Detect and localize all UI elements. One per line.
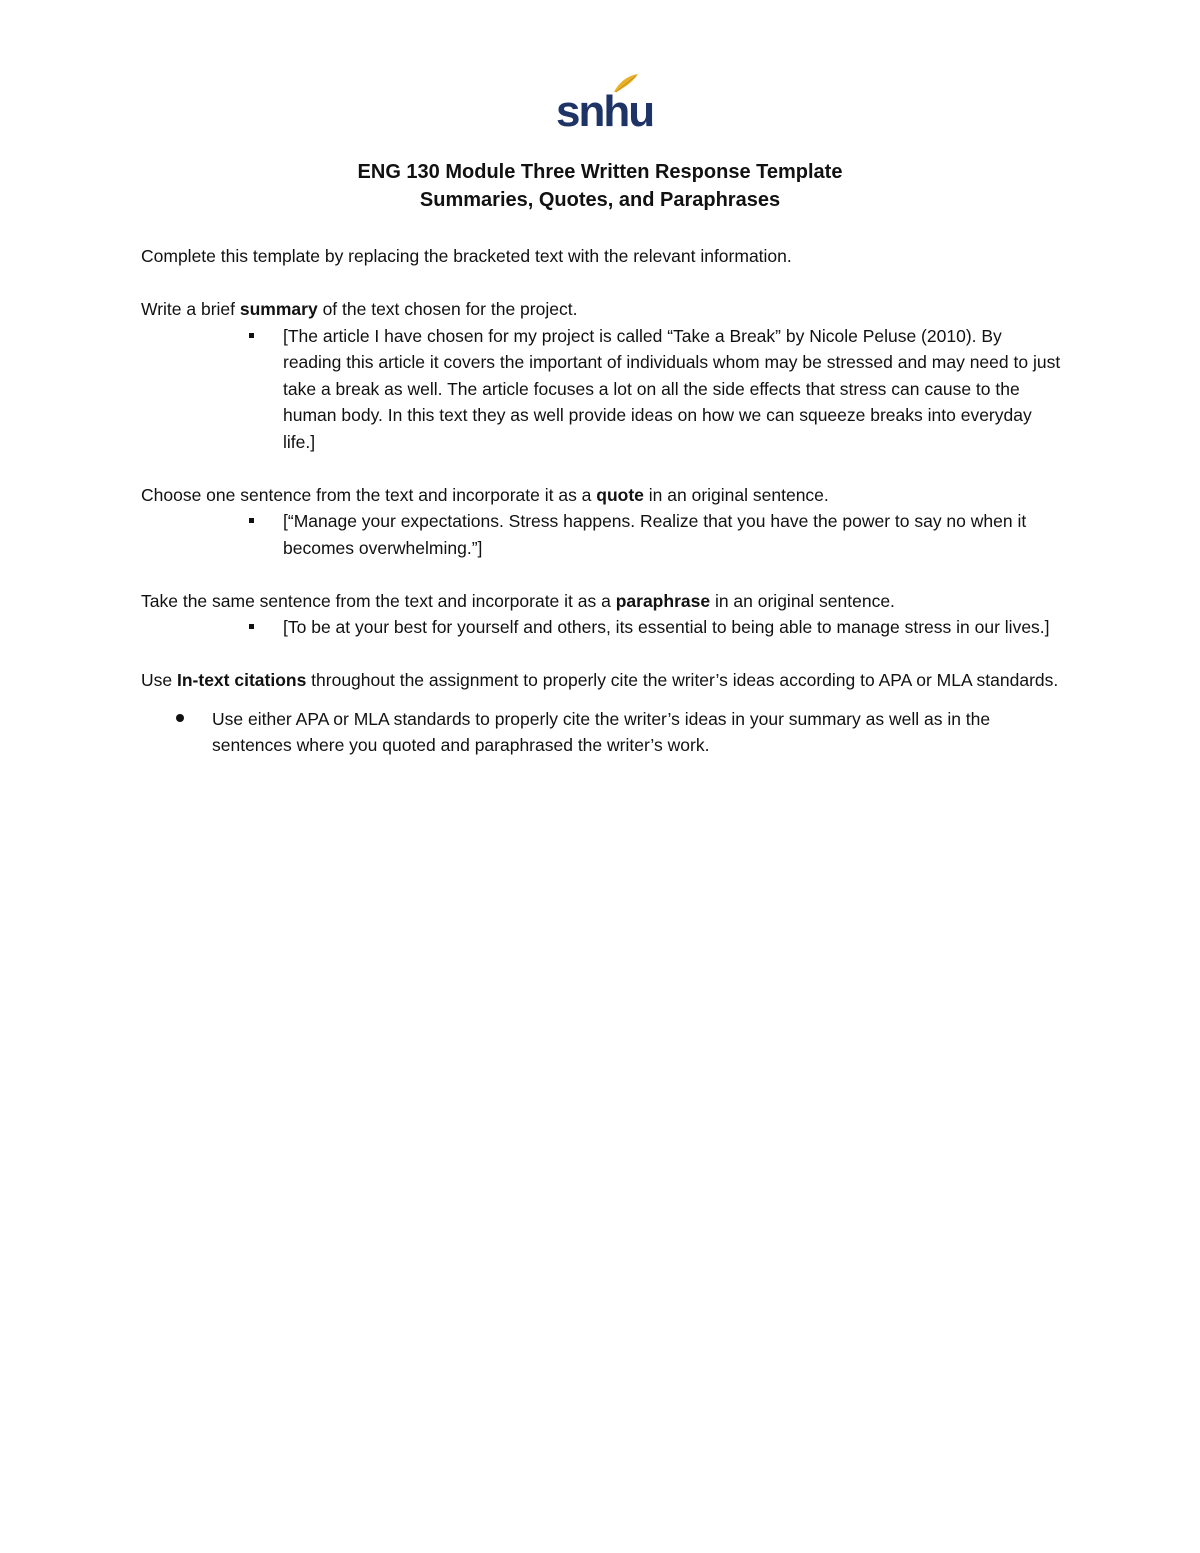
citations-list	[141, 706, 1061, 759]
citations-prompt-start: Use	[141, 670, 177, 690]
citations-prompt-end: throughout the assignment to properly cite the writer’s ideas according to APA or MLA standards.	[306, 670, 1059, 690]
snhu-logo	[548, 70, 654, 138]
quote-prompt-start: Choose one sentence from the text and incorporate it as a	[141, 484, 597, 505]
summary-response	[283, 323, 1061, 456]
citations-bullet-text: Use either APA or MLA standards to properly cite the writer’s ideas in your summary as well as in the sentences where you quoted and paraphrased the writer’s work.	[212, 708, 991, 755]
document-title	[0, 158, 1200, 214]
paraphrase-keyword: paraphrase	[615, 590, 711, 611]
square-bullet-icon	[249, 333, 254, 338]
logo-text: snhu	[556, 87, 654, 136]
square-bullet-icon	[249, 624, 254, 629]
summary-keyword: summary	[239, 299, 318, 319]
citations-keyword: In-text citations	[176, 670, 307, 690]
quote-response-text: [“Manage your expectations. Stress happens. Realize that you have the power to say no when it becomes overwhelming.”]	[283, 511, 1027, 558]
quote-prompt-end: in an original sentence.	[643, 484, 829, 505]
document-body	[141, 243, 1061, 759]
quote-keyword: quote	[596, 484, 644, 505]
summary-list	[141, 323, 1061, 456]
summary-prompt-start: Write a brief	[141, 299, 240, 319]
paraphrase-prompt	[141, 588, 1061, 615]
paraphrase-prompt-start: Take the same sentence from the text and incorporate it as a	[141, 590, 616, 611]
paraphrase-response-text: [To be at your best for yourself and others, its essential to being able to manage stress in our lives.]	[283, 617, 1050, 637]
citations-bullet	[212, 706, 1061, 759]
title-line-1: ENG 130 Module Three Written Response Template	[357, 161, 843, 183]
summary-prompt-end: of the text chosen for the project.	[317, 299, 578, 319]
intro-text: Complete this template by replacing the bracketed text with the relevant information.	[141, 246, 792, 266]
quote-list	[141, 508, 1061, 561]
paraphrase-response	[283, 614, 1061, 641]
square-bullet-icon	[249, 518, 254, 523]
round-bullet-icon	[176, 714, 184, 722]
paraphrase-prompt-end: in an original sentence.	[710, 590, 895, 611]
title-line-2: Summaries, Quotes, and Paraphrases	[419, 189, 781, 211]
paraphrase-list	[141, 614, 1061, 641]
summary-response-text: [The article I have chosen for my project is called “Take a Break” by Nicole Peluse (2010). By reading this article it covers the important of individuals whom may be stressed and may need to just take a break as well. The article focuses a lot on all the side effects that stress can cause to the human body. In this text they as well provide ideas on how we can squeeze breaks into everyday life.]	[283, 325, 1061, 452]
summary-prompt	[141, 296, 1061, 323]
citations-prompt	[141, 667, 1061, 694]
quote-prompt	[141, 482, 1061, 509]
quote-response	[283, 508, 1061, 561]
